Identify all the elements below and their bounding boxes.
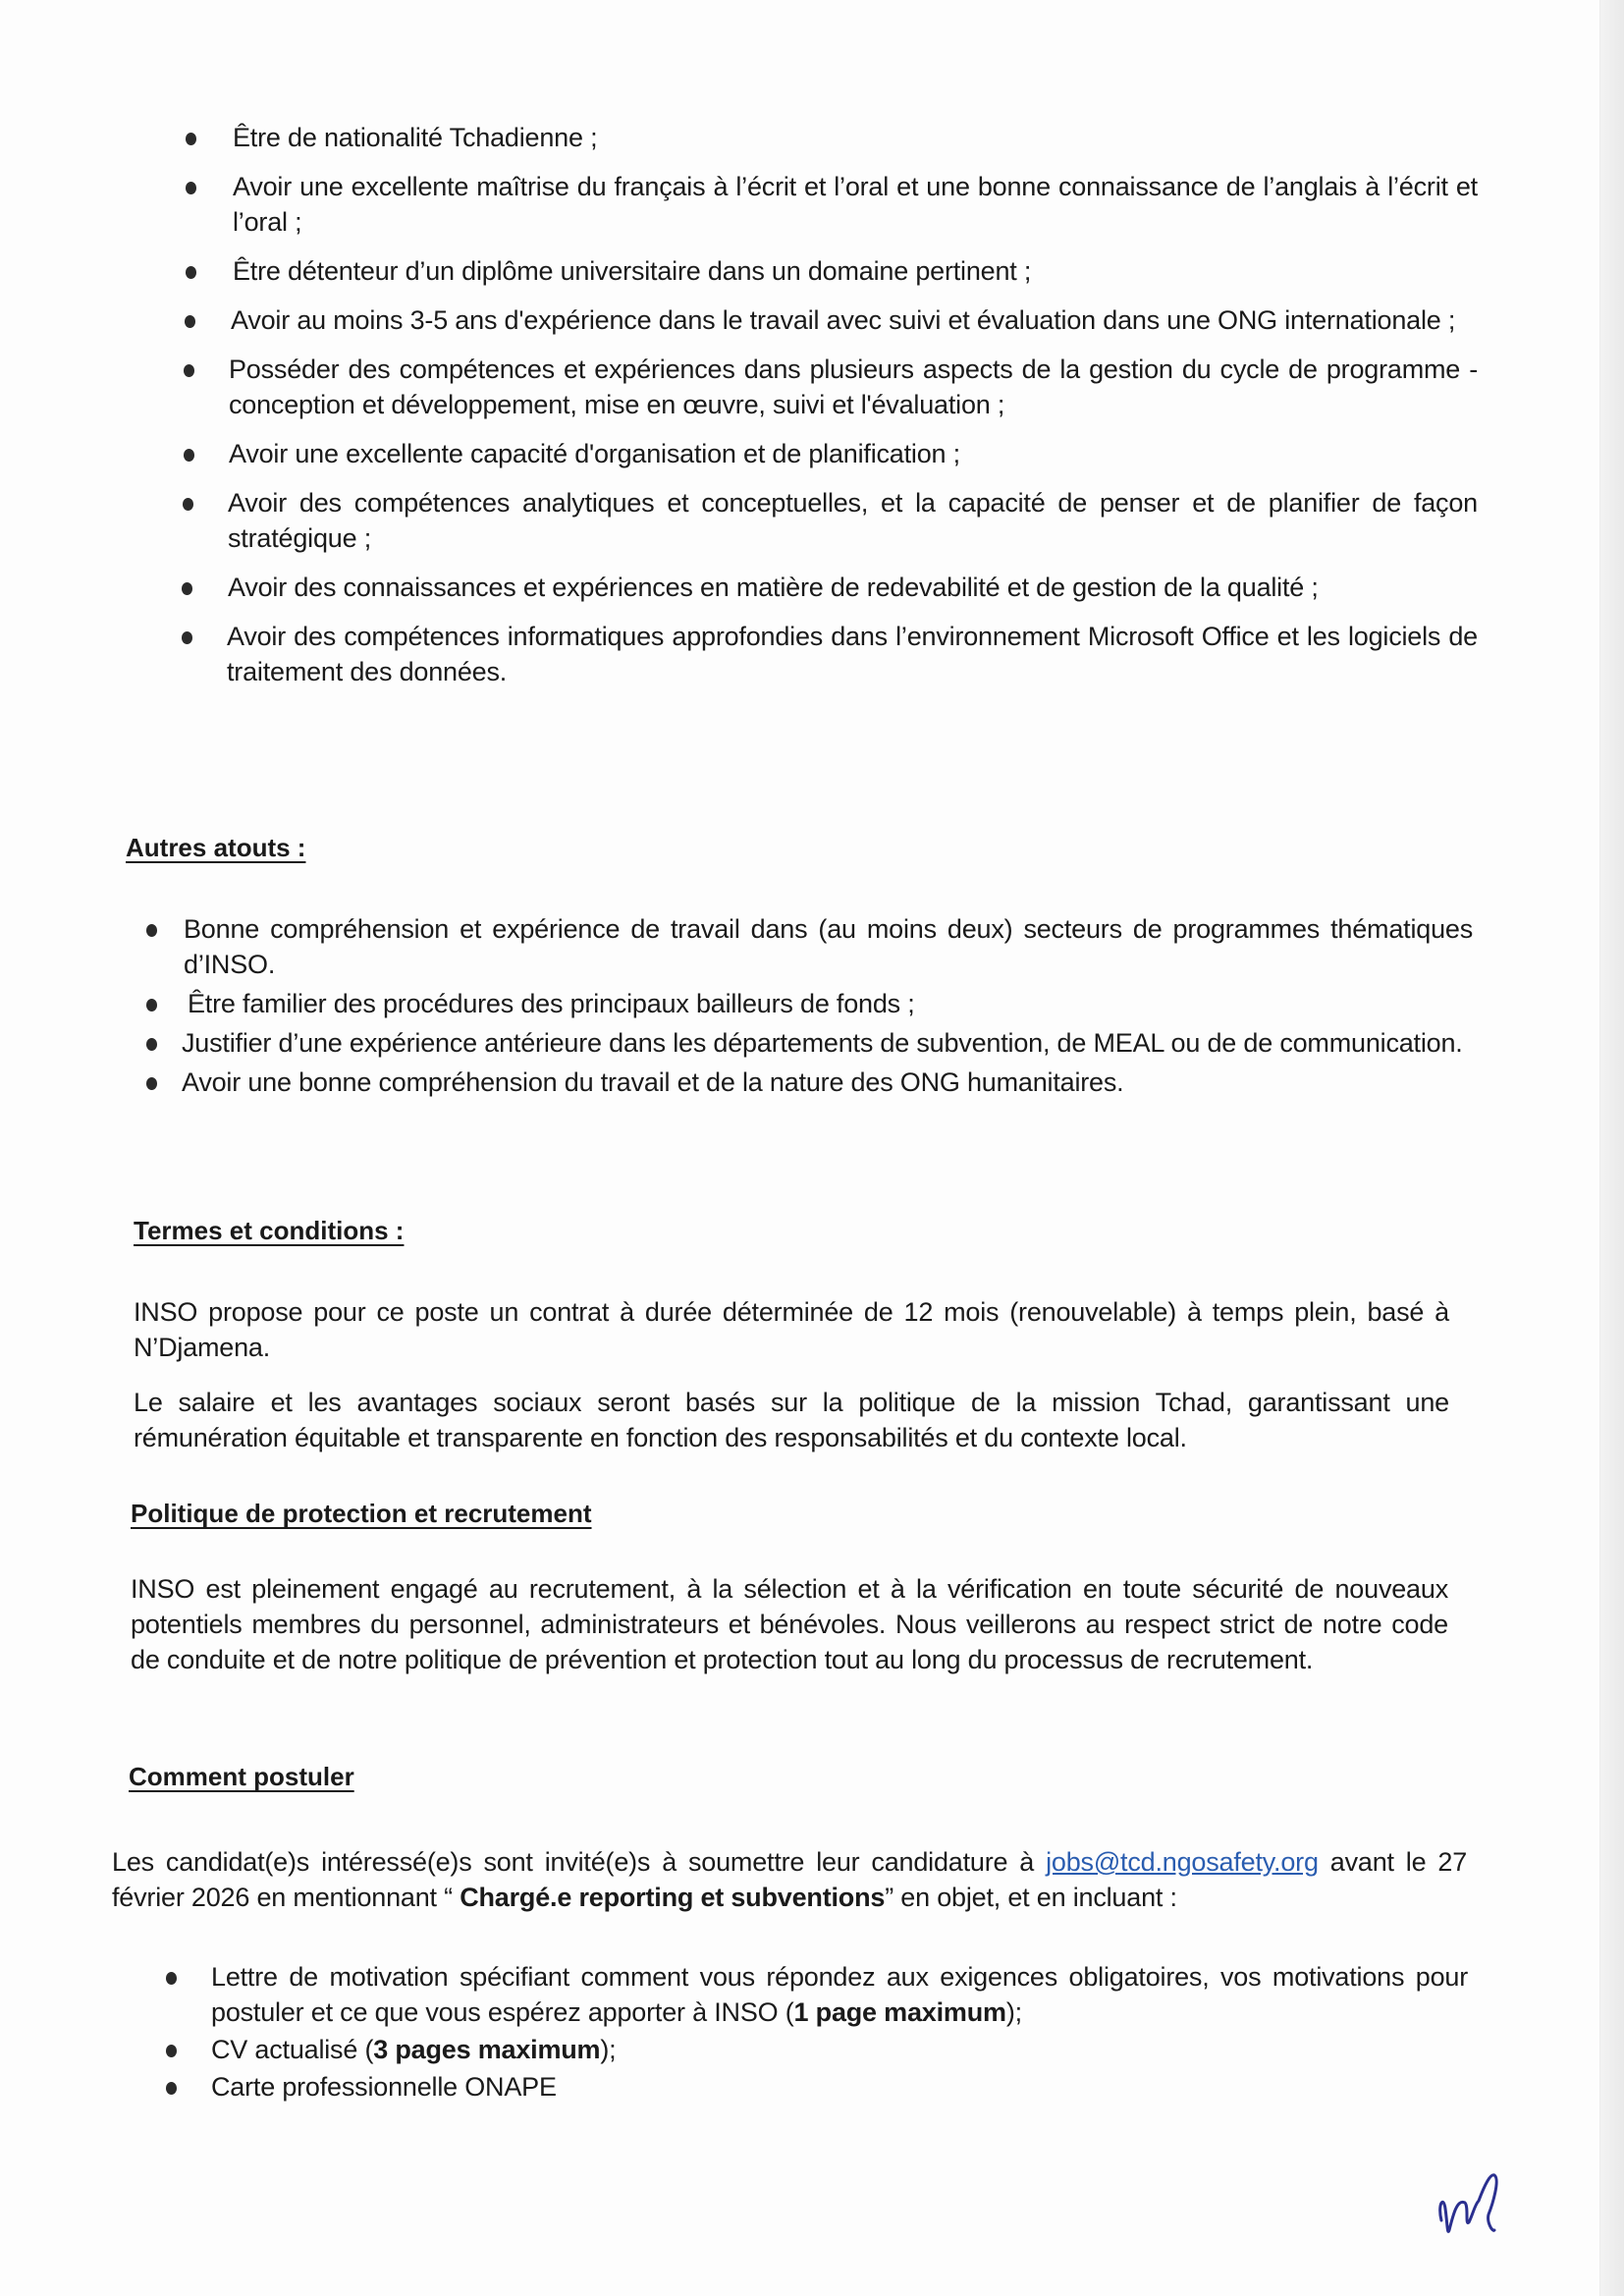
list-item: Bonne compréhension et expérience de travail dans (au moins deux) secteurs de programmes thématiques d’INSO. bbox=[142, 911, 1473, 982]
bullet-icon bbox=[166, 1972, 177, 1985]
bullet-icon bbox=[166, 2082, 177, 2095]
bullet-icon bbox=[182, 582, 192, 595]
list-item: Avoir une excellente capacité d'organisation et de planification ; bbox=[182, 436, 1478, 471]
list-item: Avoir une excellente maîtrise du français à l’écrit et l’oral et une bonne connaissance de l’anglais à l’écrit et l’oral ; bbox=[182, 169, 1478, 240]
list-item: Avoir des compétences analytiques et conceptuelles, et la capacité de penser et de planifier de façon stratégique ; bbox=[182, 485, 1478, 556]
bullet-icon bbox=[182, 631, 192, 644]
application-documents-list bbox=[162, 1959, 1468, 2105]
list-item: Lettre de motivation spécifiant comment vous répondez aux exigences obligatoires, vos motivations pour postuler et ce que vous espérez apporter à INSO (1 page maximum); bbox=[162, 1959, 1468, 2030]
list-item: Être familier des procédures des principaux bailleurs de fonds ; bbox=[142, 986, 1473, 1021]
list-item: Posséder des compétences et expériences dans plusieurs aspects de la gestion du cycle de programme - conception et développement, mise en œuvre, suivi et l'évaluation ; bbox=[182, 352, 1478, 422]
list-item: Justifier d’une expérience antérieure dans les départements de subvention, de MEAL ou de de communication. bbox=[142, 1025, 1473, 1061]
signature-stroke bbox=[1440, 2175, 1497, 2232]
signature-initials bbox=[1435, 2165, 1514, 2244]
bullet-icon bbox=[184, 449, 194, 462]
email-link[interactable]: jobs@tcd.ngosafety.org bbox=[1046, 1847, 1319, 1877]
section-heading-protection: Politique de protection et recrutement bbox=[131, 1499, 592, 1528]
terms-paragraph: INSO propose pour ce poste un contrat à durée déterminée de 12 mois (renouvelable) à temps plein, basé à N’Djamena. bbox=[134, 1297, 1449, 1362]
requirements-list bbox=[182, 120, 1478, 689]
bullet-icon bbox=[184, 364, 194, 377]
list-item: Avoir des connaissances et expériences en matière de redevabilité et de gestion de la qualité ; bbox=[182, 570, 1478, 605]
bullet-icon bbox=[186, 133, 196, 145]
list-item: CV actualisé (3 pages maximum); bbox=[162, 2032, 1468, 2067]
bullet-icon bbox=[166, 2045, 177, 2057]
list-item: Carte professionnelle ONAPE bbox=[162, 2069, 1468, 2105]
bullet-icon bbox=[186, 182, 196, 194]
bullet-icon bbox=[186, 266, 196, 279]
terms-text bbox=[134, 1294, 1449, 1455]
list-item: Être de nationalité Tchadienne ; bbox=[182, 120, 1478, 155]
bullet-icon bbox=[146, 1077, 157, 1090]
apply-text bbox=[112, 1844, 1467, 1915]
apply-paragraph: Les candidat(e)s intéressé(e)s sont invité(e)s à soumettre leur candidature à jobs@tcd.ngosafety.org avant le 27 février 2026 en mentionnant “ Chargé.e reporting et subventions” en objet, et en incluant : bbox=[112, 1847, 1468, 1912]
list-item: Avoir au moins 3-5 ans d'expérience dans le travail avec suivi et évaluation dans une ONG internationale ; bbox=[182, 302, 1478, 338]
protection-paragraph: INSO est pleinement engagé au recrutement, à la sélection et à la vérification en toute sécurité de nouveaux potentiels membres du personnel, administrateurs et bénévoles. Nous veillerons au respect strict de notre code de conduite et de notre politique de prévention et protection tout au long du processus de recrutement. bbox=[131, 1574, 1448, 1674]
subject-line: Chargé.e reporting et subventions bbox=[460, 1883, 886, 1912]
list-item: Avoir une bonne compréhension du travail et de la nature des ONG humanitaires. bbox=[142, 1065, 1473, 1100]
protection-text bbox=[131, 1571, 1448, 1677]
bullet-icon bbox=[146, 924, 157, 937]
page-edge-shadow bbox=[1599, 0, 1624, 2296]
section-heading-terms: Termes et conditions : bbox=[134, 1216, 405, 1245]
list-item: Être détenteur d’un diplôme universitaire dans un domaine pertinent ; bbox=[182, 253, 1478, 289]
section-heading-assets: Autres atouts : bbox=[126, 833, 306, 862]
assets-list bbox=[142, 911, 1473, 1100]
terms-paragraph: Le salaire et les avantages sociaux seront basés sur la politique de la mission Tchad, garantissant une rémunération équitable et transparente en fonction des responsabilités et du contexte local. bbox=[134, 1388, 1449, 1452]
list-item: Avoir des compétences informatiques approfondies dans l’environnement Microsoft Office et les logiciels de traitement des données. bbox=[182, 619, 1478, 689]
section-heading-apply: Comment postuler bbox=[129, 1762, 354, 1791]
bullet-icon bbox=[146, 1038, 157, 1051]
bullet-icon bbox=[146, 999, 157, 1011]
bullet-icon bbox=[183, 498, 193, 511]
bullet-icon bbox=[185, 315, 195, 328]
